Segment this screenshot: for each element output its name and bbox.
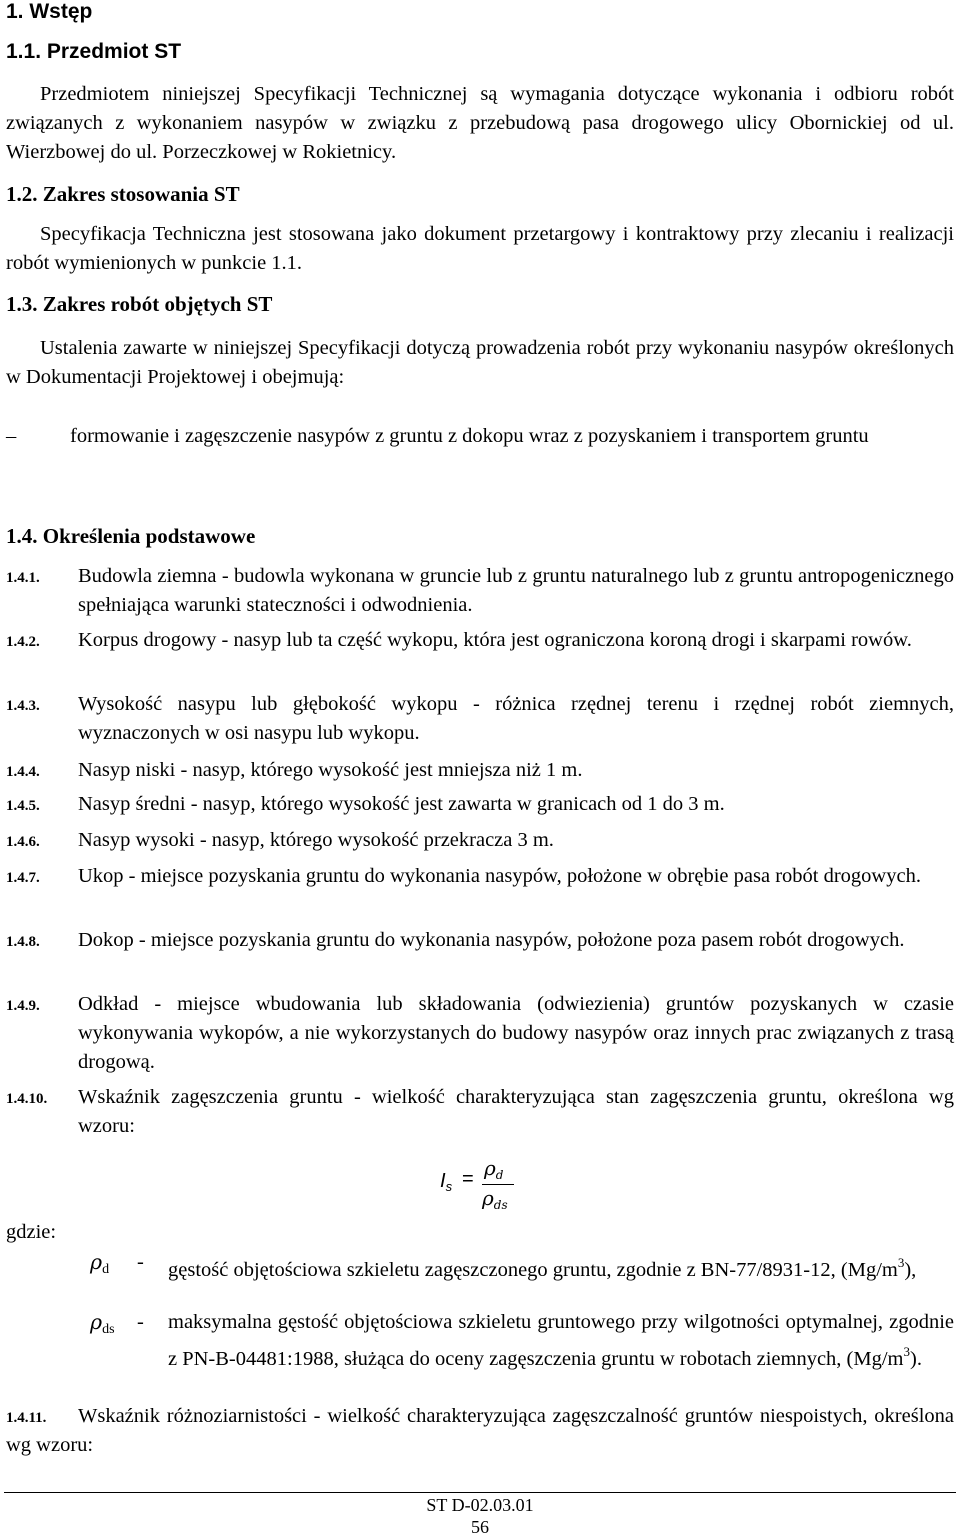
formula-equals: = bbox=[462, 1168, 474, 1190]
definition-number: 1.4.10. bbox=[6, 1091, 48, 1107]
definition-item bbox=[6, 790, 954, 819]
definition-text: Odkład - miejsce wbudowania lub składowania (odwiezienia) gruntów pozyskanych w czasie wykonywania wykopów, a nie wykorzystanych do budowy nasypów oraz innych prac związanych z trasą drogową. bbox=[78, 993, 954, 1073]
heading-okreslenia: 1.4. Określenia podstawowe bbox=[6, 524, 256, 548]
symbol-subscript: ds bbox=[102, 1322, 115, 1337]
definition-text: Wysokość nasypu lub głębokość wykopu - różnica rzędnej terenu i rzędnej robót ziemnych, wyznaczonych w osi nasypu lub wykopu. bbox=[78, 693, 954, 744]
formula-denominator bbox=[482, 1186, 508, 1212]
bullet-item-text: formowanie i zagęszczenie nasypów z gruntu z dokopu wraz z pozyskaniem i transportem gruntu bbox=[70, 425, 869, 447]
symbol-subscript: d bbox=[102, 1262, 110, 1277]
symbol-dash: - bbox=[137, 1251, 144, 1273]
paragraph-przedmiot: Przedmiotem niniejszej Specyfikacji Technicznej są wymagania dotyczące wykonania i odbioru robót związanych z wykonaniem nasypów w związku z przebudową pasa drogowego ulicy Obornickiej od ul. Wierzbowej do ul. Porzeczkowej w Rokietnicy. bbox=[6, 83, 954, 163]
formula-denominator-subscript: ds bbox=[493, 1198, 508, 1212]
definition-number: 1.4.1. bbox=[6, 570, 40, 586]
gdzie-label: gdzie: bbox=[6, 1221, 57, 1243]
symbol-description-end: ). bbox=[910, 1348, 922, 1370]
paragraph-zakres-stosowania: Specyfikacja Techniczna jest stosowana jako dokument przetargowy i kontraktowy przy zlecaniu i realizacji robót wymienionych w punkcie 1.1. bbox=[6, 223, 954, 274]
definition-text: Wskaźnik różnoziarnistości - wielkość charakteryzująca zagęszczalność gruntów niespoistych, określona wg wzoru: bbox=[6, 1405, 954, 1456]
definition-text: Ukop - miejsce pozyskania gruntu do wykonania nasypów, położone w obrębie pasa robót drogowych. bbox=[78, 865, 921, 887]
definition-item bbox=[6, 562, 954, 620]
symbol-description-text: maksymalna gęstość objętościowa szkieletu gruntowego przy wilgotności optymalnej, zgodnie z PN-B-04481:1988, służąca do oceny zagęszczenia gruntu w robotach ziemnych, (Mg/m bbox=[168, 1311, 954, 1370]
definition-number: 1.4.9. bbox=[6, 998, 40, 1014]
symbol-rho-d bbox=[90, 1248, 109, 1284]
definition-number: 1.4.7. bbox=[6, 870, 40, 886]
definition-number: 1.4.4. bbox=[6, 764, 40, 780]
definition-number: 1.4.2. bbox=[6, 634, 40, 650]
heading-zakres-robot: 1.3. Zakres robót objętych ST bbox=[6, 292, 273, 316]
definition-number: 1.4.6. bbox=[6, 834, 40, 850]
formula-numerator-symbol: ρ bbox=[484, 1156, 496, 1180]
definition-text: Budowla ziemna - budowla wykonana w gruncie lub z gruntu naturalnego lub z gruntu antropogenicznego spełniająca warunki stateczności i odwodnienia. bbox=[78, 565, 954, 616]
definition-item bbox=[6, 1402, 954, 1460]
footer-divider bbox=[4, 1492, 956, 1493]
symbol-description-end: ), bbox=[904, 1259, 917, 1281]
definition-text: Nasyp średni - nasyp, którego wysokość jest zawarta w granicach od 1 do 3 m. bbox=[78, 793, 725, 815]
formula-denominator-symbol: ρ bbox=[482, 1186, 494, 1210]
formula-compaction-index bbox=[440, 1156, 540, 1220]
definition-item bbox=[6, 1083, 954, 1141]
definition-number: 1.4.8. bbox=[6, 934, 40, 950]
heading-zakres-stosowania: 1.2. Zakres stosowania ST bbox=[6, 182, 240, 206]
definition-item bbox=[6, 690, 954, 748]
definition-text: Nasyp wysoki - nasyp, którego wysokość przekracza 3 m. bbox=[78, 829, 554, 851]
symbol-dash: - bbox=[137, 1311, 144, 1333]
formula-fraction-bar bbox=[482, 1184, 514, 1185]
formula-lhs bbox=[440, 1170, 452, 1194]
unit-superscript: 3 bbox=[903, 1344, 910, 1359]
unit-superscript: 3 bbox=[897, 1255, 905, 1270]
formula-numerator bbox=[484, 1156, 503, 1182]
definition-item bbox=[6, 926, 954, 955]
symbol-description bbox=[168, 1308, 954, 1374]
symbol-description-text: gęstość objętościowa szkieletu zagęszczonego gruntu, zgodnie z BN-77/8931-12, (Mg/m bbox=[168, 1259, 898, 1281]
symbol-rho: ρ bbox=[90, 1250, 103, 1274]
symbol-rho-ds bbox=[90, 1308, 115, 1344]
heading-wstep: 1. Wstęp bbox=[6, 0, 93, 23]
definition-text: Dokop - miejsce pozyskania gruntu do wykonania nasypów, położone poza pasem robót drogowych. bbox=[78, 929, 905, 951]
formula-numerator-subscript: d bbox=[495, 1168, 504, 1182]
definition-number: 1.4.11. bbox=[6, 1410, 47, 1426]
paragraph-zakres-robot: Ustalenia zawarte w niniejszej Specyfikacji dotyczą prowadzenia robót przy wykonaniu nasypów określonych w Dokumentacji Projektowej i obejmują: bbox=[6, 337, 954, 388]
heading-przedmiot-st: 1.1. Przedmiot ST bbox=[6, 40, 182, 63]
symbol-rho: ρ bbox=[90, 1310, 103, 1334]
definition-text: Wskaźnik zagęszczenia gruntu - wielkość charakteryzująca stan zagęszczenia gruntu, określona wg wzoru: bbox=[78, 1086, 954, 1137]
definition-item bbox=[6, 626, 954, 655]
definition-number: 1.4.5. bbox=[6, 798, 40, 814]
bullet-dash: – bbox=[6, 425, 17, 447]
definition-text: Nasyp niski - nasyp, którego wysokość jest mniejsza niż 1 m. bbox=[78, 759, 583, 781]
definition-number: 1.4.3. bbox=[6, 698, 40, 714]
footer-page-number: 56 bbox=[471, 1517, 489, 1537]
definition-item bbox=[6, 990, 954, 1077]
footer-doc-code: ST D-02.03.01 bbox=[426, 1495, 534, 1515]
definition-item bbox=[6, 756, 954, 785]
definition-item bbox=[6, 826, 954, 855]
formula-lhs-subscript: s bbox=[445, 1179, 453, 1194]
symbol-description bbox=[168, 1248, 954, 1285]
definition-item bbox=[6, 862, 954, 891]
formula-lhs-symbol: I bbox=[440, 1170, 446, 1192]
definition-text: Korpus drogowy - nasyp lub ta część wykopu, która jest ograniczona koroną drogi i skarpami rowów. bbox=[78, 629, 912, 651]
